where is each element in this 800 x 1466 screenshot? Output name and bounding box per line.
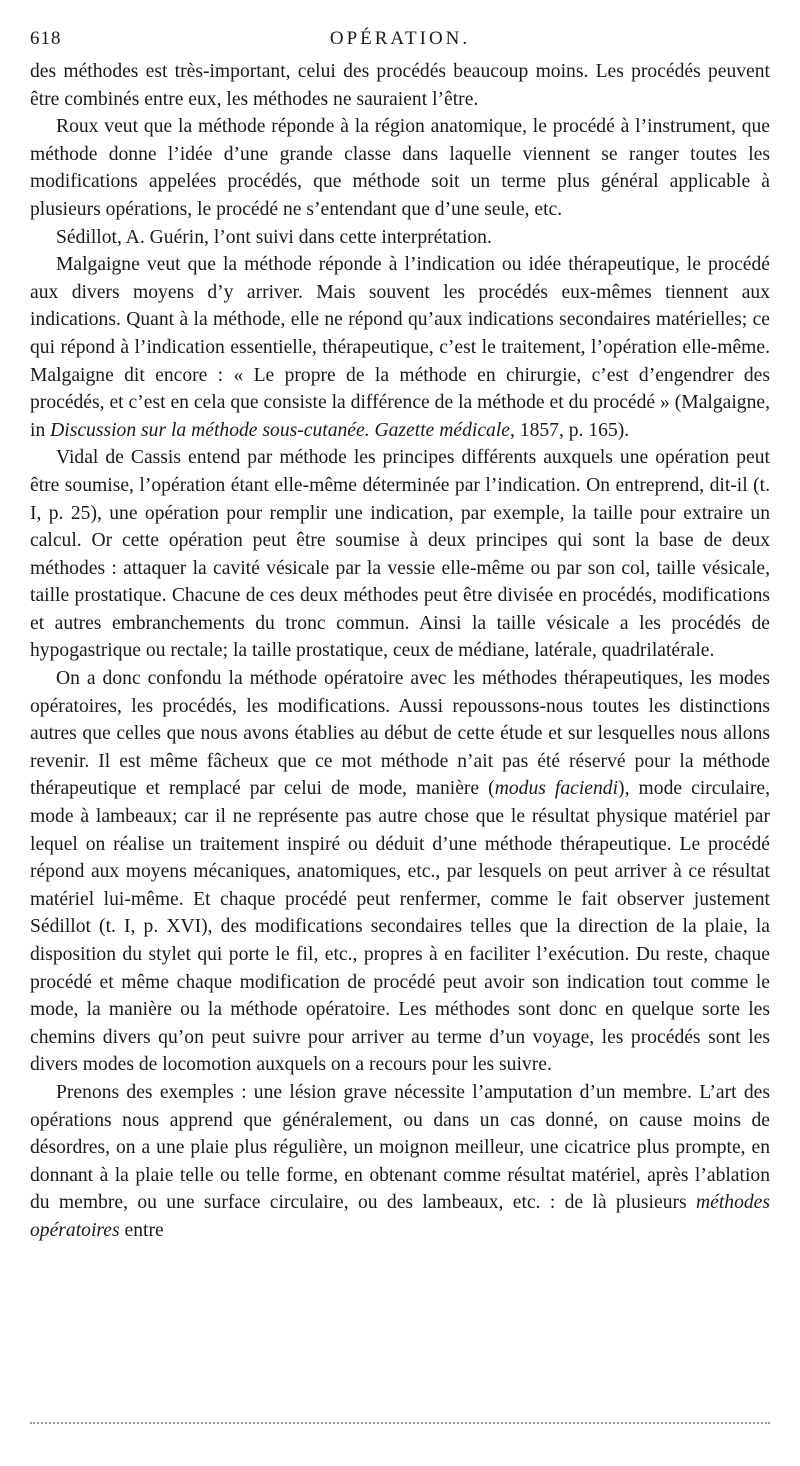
text-run: Sédillot, A. Guérin, l’ont suivi dans cette interprétation.	[56, 226, 492, 248]
paragraph	[30, 1079, 770, 1245]
italic-text: méthodes opératoires	[30, 1192, 770, 1241]
running-head: OPÉRATION.	[329, 28, 471, 49]
paragraph	[30, 58, 770, 113]
paragraph	[30, 113, 770, 223]
body-text	[30, 58, 770, 1245]
page-number: 618	[30, 28, 62, 49]
book-page	[30, 28, 770, 1245]
text-run: des méthodes est très-important, celui des procédés beaucoup moins. Les procédés peuvent être combinés entre eux, les méthodes ne sauraient l’être.	[30, 61, 770, 110]
text-run: entre	[119, 1219, 164, 1241]
text-run: Vidal de Cassis entend par méthode les principes différents auxquels une opération peut être soumise, l’opération étant elle-même déterminée par l’indication. On entreprend, dit-il (t. I, p. 25), une opération pour remplir une indication, par exemple, la taille pour extraire un calcul. Or cette opération peut être soumise à deux principes qui sont la base de deux méthodes : attaquer la cavité vésicale par la vessie elle-même ou par son col, taille vésicale, taille prostatique. Chacune de ces deux méthodes peut être divisée en procédés, modifications et autres embranchements du tronc commun. Ainsi la taille vésicale a les procédés de hypogastrique ou rectale; la taille prostatique, ceux de médiane, latérale, quadrilatérale.	[30, 447, 770, 662]
page-header	[30, 28, 770, 58]
italic-text: modus faciendi	[494, 778, 619, 800]
paragraph	[30, 251, 770, 444]
text-run: On a donc confondu la méthode opératoire avec les méthodes thérapeutiques, les modes opératoires, les procédés, les modifications. Aussi repoussons-nous toutes les distinctions autres que celles que nous avons établies au début de cette étude et sur lesquelles nous allons revenir. Il est même fâcheux que ce mot méthode n’ait pas été réservé pour la méthode thérapeutique et remplacé par celui de mode, manière (	[30, 668, 770, 800]
text-run: Prenons des exemples : une lésion grave nécessite l’amputation d’un membre. L’art des opérations nous apprend que généralement, ou dans un cas donné, on cause moins de désordres, on a une plaie plus régulière, un moignon meilleur, une cicatrice plus prompte, en donnant à la plaie telle ou telle forme, en obtenant comme résultat matériel, après l’ablation du membre, ou une surface circulaire, ou des lambeaux, etc. : de là plusieurs	[30, 1081, 770, 1214]
text-run: Malgaigne veut que la méthode réponde à l’indication ou idée thérapeutique, le procédé aux divers moyens d’y arriver. Mais souvent les procédés eux-mêmes tiennent aux indications. Quant à la méthode, elle ne répond qu’aux indications secondaires matérielles; ce qui répond à l’indication essentielle, thérapeutique, c’est le traitement, l’opération elle-même. Malgaigne dit encore : « Le propre de la méthode en chirurgie, c’est d’engendrer des procédés, et c’est en cela que consiste la différence de la méthode et du procédé » (Malgaigne, in	[30, 254, 770, 441]
footer-dotted-rule	[30, 1422, 770, 1424]
text-run: , 1857, p. 165).	[509, 419, 630, 441]
text-run: Roux veut que la méthode réponde à la région anatomique, le procédé à l’instrument, que méthode donne l’idée d’une grande classe dans laquelle viennent se ranger toutes les modifications appelées procédés, que méthode soit un terme plus général applicable à plusieurs opérations, le procédé ne s’entendant que d’une seule, etc.	[30, 116, 770, 220]
italic-text: Discussion sur la méthode sous-cutanée. Gazette médicale	[50, 419, 510, 441]
paragraph	[30, 665, 770, 1079]
paragraph	[30, 444, 770, 665]
paragraph	[30, 224, 770, 252]
text-run: ), mode circulaire, mode à lambeaux; car il ne représente pas autre chose que le résultat physique matériel par lequel on réalise un traitement inspiré ou déduit d’une méthode thérapeutique. Le procédé répond aux moyens mécaniques, anatomiques, etc., par lesquels on peut arriver à ce résultat matériel lui-même. Et chaque procédé peut renfermer, comme le fait observer justement Sédillot (t. I, p. XVI), des modifications secondaires telles que la direction de la plaie, la disposition du stylet qui porte le fil, etc., propres à en faciliter l’exécution. Du reste, chaque procédé et même chaque modification de procédé peut avoir son indication tout comme le mode, la manière ou la méthode opératoire. Les méthodes sont donc en quelque sorte les chemins divers qu’on peut suivre pour arriver au terme d’un voyage, les procédés sont les divers modes de locomotion auxquels on a recours pour les suivre.	[30, 778, 770, 1076]
